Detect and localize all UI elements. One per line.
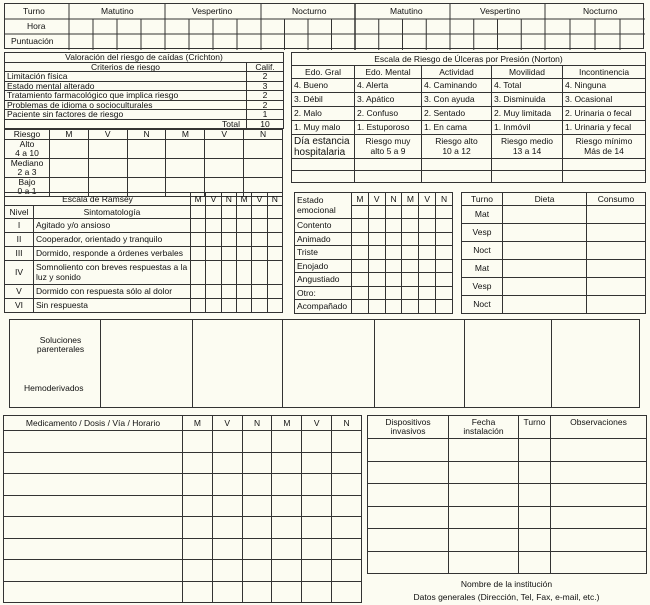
norton-riesgo-range: 13 a 14 bbox=[512, 145, 542, 156]
crichton-criterios-header: Criterios de riesgo bbox=[5, 62, 247, 72]
norton-cell: 1. Urinaria y fecal bbox=[563, 121, 646, 135]
crichton-criterion: Problemas de idioma o socioculturales bbox=[5, 100, 247, 110]
emocional-col-n2: N bbox=[436, 193, 453, 206]
fecha-instalacion-header: Fecha instalación bbox=[449, 416, 519, 439]
dispositivos-header: Dispositivos invasivos bbox=[368, 416, 449, 439]
medicamento-table bbox=[3, 415, 362, 603]
ramsey-text: Agitado y/o ansioso bbox=[34, 219, 191, 233]
soluciones-parenterales-label: Soluciones parenterales bbox=[36, 335, 85, 354]
ramsey-level: II bbox=[5, 233, 34, 247]
crichton-col-n2: N bbox=[244, 130, 283, 140]
ramsey-col-v1: V bbox=[206, 193, 221, 206]
medicamento-col-n1: N bbox=[242, 416, 272, 431]
norton-cell: 3. Disminuida bbox=[492, 93, 563, 107]
norton-riesgo-muy-alto bbox=[355, 135, 422, 159]
emocional-col-m2: M bbox=[402, 193, 419, 206]
emocional-row: Contento bbox=[295, 219, 352, 233]
dieta-turno: Noct bbox=[462, 242, 503, 260]
row-label-hora: Hora bbox=[27, 21, 46, 31]
norton-cell: 1. Inmóvil bbox=[492, 121, 563, 135]
norton-cell: 1. Estuporoso bbox=[355, 121, 422, 135]
norton-header-movilidad: Movilidad bbox=[492, 66, 563, 79]
crichton-level-alto bbox=[5, 139, 50, 158]
norton-header-actividad: Actividad bbox=[422, 66, 492, 79]
norton-riesgo-label: Riesgo mínimo bbox=[575, 135, 633, 146]
norton-riesgo-range: alto 5 a 9 bbox=[370, 145, 406, 156]
crichton-riesgo-header: Riesgo bbox=[5, 130, 50, 140]
norton-cell: 4. Alerta bbox=[355, 79, 422, 93]
ramsey-level: VI bbox=[5, 299, 34, 313]
ramsey-text: Cooperador, orientado y tranquilo bbox=[34, 233, 191, 247]
ramsey-text: Sin respuesta bbox=[34, 299, 191, 313]
medicamento-col-v1: V bbox=[212, 416, 242, 431]
dieta-turno: Mat bbox=[462, 260, 503, 278]
crichton-total-label: Total bbox=[5, 119, 247, 129]
dispositivos-turno-header: Turno bbox=[519, 416, 551, 439]
crichton-calif-header: Calif. bbox=[247, 62, 284, 72]
emocional-row: Angustiado bbox=[295, 273, 352, 287]
norton-cell: 3. Ocasional bbox=[563, 93, 646, 107]
dieta-dieta-header: Dieta bbox=[503, 193, 587, 206]
norton-dia-estancia: Día estancia hospitalaria bbox=[292, 135, 355, 159]
shift-matutino-left: Matutino bbox=[101, 6, 134, 16]
norton-riesgo-label: Riesgo muy bbox=[365, 135, 411, 146]
shift-matutino-right: Matutino bbox=[390, 6, 423, 16]
emocional-col-v1: V bbox=[368, 193, 385, 206]
norton-cell: 3. Débil bbox=[292, 93, 355, 107]
norton-riesgo-range: Más de 14 bbox=[584, 145, 624, 156]
norton-riesgo-alto bbox=[422, 135, 492, 159]
crichton-col-v2: V bbox=[205, 130, 244, 140]
norton-title: Escala de Riesgo de Úlceras por Presión (Norton) bbox=[292, 53, 646, 66]
shift-header-grid bbox=[4, 3, 644, 49]
crichton-col-m2: M bbox=[166, 130, 205, 140]
crichton-criterion: Tratamiento farmacológico que implica riesgo bbox=[5, 91, 247, 101]
crichton-score: 2 bbox=[247, 72, 284, 82]
dieta-turno: Vesp bbox=[462, 278, 503, 296]
ramsey-level: V bbox=[5, 285, 34, 299]
crichton-col-v1: V bbox=[88, 130, 127, 140]
norton-cell: 1. En cama bbox=[422, 121, 492, 135]
norton-header-edo-gral: Edo. Gral bbox=[292, 66, 355, 79]
ramsey-col-m2: M bbox=[236, 193, 251, 206]
norton-section bbox=[291, 52, 645, 186]
norton-riesgo-range: 10 a 12 bbox=[442, 145, 471, 156]
ramsey-title: Escala de Ramsey bbox=[5, 193, 191, 206]
ramsey-level: IV bbox=[5, 261, 34, 285]
dieta-section bbox=[461, 192, 645, 313]
crichton-risk-table bbox=[4, 129, 283, 197]
crichton-level-range: 2 a 3 bbox=[17, 166, 37, 177]
norton-cell: 4. Caminando bbox=[422, 79, 492, 93]
crichton-criterion: Limitación física bbox=[5, 72, 247, 82]
norton-cell: 2. Urinaria o fecal bbox=[563, 107, 646, 121]
row-label-puntuacion: Puntuación bbox=[11, 36, 54, 46]
crichton-col-n1: N bbox=[127, 130, 166, 140]
norton-cell: 1. Muy malo bbox=[292, 121, 355, 135]
medicamento-col-m1: M bbox=[183, 416, 213, 431]
dieta-turno: Vesp bbox=[462, 224, 503, 242]
emocional-row: Otro: bbox=[295, 286, 352, 300]
crichton-title: Valoración del riesgo de caídas (Crichton) bbox=[5, 53, 284, 63]
medicamento-col-n2: N bbox=[332, 416, 362, 431]
row-label-turno: Turno bbox=[23, 6, 45, 16]
crichton-level-range: 4 a 10 bbox=[15, 147, 39, 158]
crichton-score: 3 bbox=[247, 81, 284, 91]
observaciones-header: Observaciones bbox=[551, 416, 647, 439]
crichton-level-range: 0 a 1 bbox=[17, 185, 37, 196]
crichton-table bbox=[4, 52, 284, 129]
norton-cell: 4. Bueno bbox=[292, 79, 355, 93]
ramsey-text: Dormido, responde a órdenes verbales bbox=[34, 247, 191, 261]
ramsey-level: I bbox=[5, 219, 34, 233]
crichton-score: 1 bbox=[247, 110, 284, 120]
ramsey-section bbox=[4, 192, 283, 314]
emocional-col-n1: N bbox=[385, 193, 402, 206]
hemoderivados-label: Hemoderivados bbox=[24, 383, 84, 393]
emocional-row: Enojado bbox=[295, 259, 352, 273]
norton-riesgo-label: Riesgo medio bbox=[501, 135, 553, 146]
soluciones-section bbox=[9, 319, 640, 408]
norton-cell: 2. Confuso bbox=[355, 107, 422, 121]
medicamento-title: Medicamento / Dosis / Vía / Horario bbox=[4, 416, 183, 431]
dieta-turno: Noct bbox=[462, 296, 503, 314]
crichton-criterion: Paciente sin factores de riesgo bbox=[5, 110, 247, 120]
emocional-row: Acompañado bbox=[295, 300, 352, 314]
emocional-row: Triste bbox=[295, 246, 352, 260]
shift-nocturno-right: Nocturno bbox=[583, 6, 618, 16]
emocional-row: Animado bbox=[295, 232, 352, 246]
ramsey-text: Dormido con respuesta sólo al dolor bbox=[34, 285, 191, 299]
ramsey-level: III bbox=[5, 247, 34, 261]
emocional-col-v2: V bbox=[419, 193, 436, 206]
dieta-table bbox=[461, 192, 646, 314]
crichton-criterion: Estado mental alterado bbox=[5, 81, 247, 91]
dispositivos-table bbox=[367, 415, 647, 574]
emocional-col-m1: M bbox=[352, 193, 369, 206]
medicamento-col-m2: M bbox=[272, 416, 302, 431]
shift-nocturno-left: Nocturno bbox=[292, 6, 327, 16]
crichton-level-name: Alto bbox=[19, 139, 35, 150]
crichton-col-m1: M bbox=[50, 130, 89, 140]
crichton-level-name: Mediano bbox=[10, 158, 44, 169]
norton-cell: 4. Ninguna bbox=[563, 79, 646, 93]
emocional-title: Estado emocional bbox=[295, 193, 352, 219]
dieta-turno-header: Turno bbox=[462, 193, 503, 206]
shift-vespertino-right: Vespertino bbox=[480, 6, 521, 16]
ramsey-table bbox=[4, 192, 283, 313]
crichton-level-name: Bajo bbox=[18, 177, 36, 188]
crichton-score: 2 bbox=[247, 91, 284, 101]
norton-header-edo-mental: Edo. Mental bbox=[355, 66, 422, 79]
shift-vespertino-left: Vespertino bbox=[192, 6, 233, 16]
norton-cell: 3. Apático bbox=[355, 93, 422, 107]
crichton-total-value: 10 bbox=[247, 119, 284, 129]
ramsey-col-m1: M bbox=[191, 193, 206, 206]
norton-cell: 2. Muy limitada bbox=[492, 107, 563, 121]
institution-data: Datos generales (Dirección, Tel, Fax, e-mail, etc.) bbox=[413, 592, 600, 602]
dieta-consumo-header: Consumo bbox=[587, 193, 646, 206]
medicamento-col-v2: V bbox=[302, 416, 332, 431]
norton-cell: 2. Malo bbox=[292, 107, 355, 121]
dieta-turno: Mat bbox=[462, 206, 503, 224]
emocional-table bbox=[294, 192, 453, 314]
medicamento-section bbox=[3, 415, 362, 602]
dispositivos-section bbox=[367, 415, 646, 575]
ramsey-col-v2: V bbox=[252, 193, 267, 206]
norton-riesgo-label: Riesgo alto bbox=[435, 135, 478, 146]
ramsey-text: Somnoliento con breves respuestas a la luz y sonido bbox=[34, 261, 191, 285]
norton-cell: 3. Con ayuda bbox=[422, 93, 492, 107]
norton-cell: 4. Total bbox=[492, 79, 563, 93]
norton-header-incontinencia: Incontinencia bbox=[563, 66, 646, 79]
ramsey-col-n2: N bbox=[267, 193, 282, 206]
institution-name: Nombre de la institución bbox=[460, 579, 553, 589]
norton-table bbox=[291, 52, 646, 183]
norton-riesgo-minimo bbox=[563, 135, 646, 159]
emocional-section bbox=[294, 192, 453, 314]
crichton-level-mediano bbox=[5, 158, 50, 177]
crichton-section bbox=[4, 52, 283, 196]
crichton-score: 2 bbox=[247, 100, 284, 110]
norton-cell: 2. Sentado bbox=[422, 107, 492, 121]
norton-riesgo-medio bbox=[492, 135, 563, 159]
ramsey-sintomatologia-header: Sintomatología bbox=[34, 206, 191, 219]
ramsey-col-n1: N bbox=[221, 193, 236, 206]
ramsey-nivel-header: Nivel bbox=[5, 206, 34, 219]
